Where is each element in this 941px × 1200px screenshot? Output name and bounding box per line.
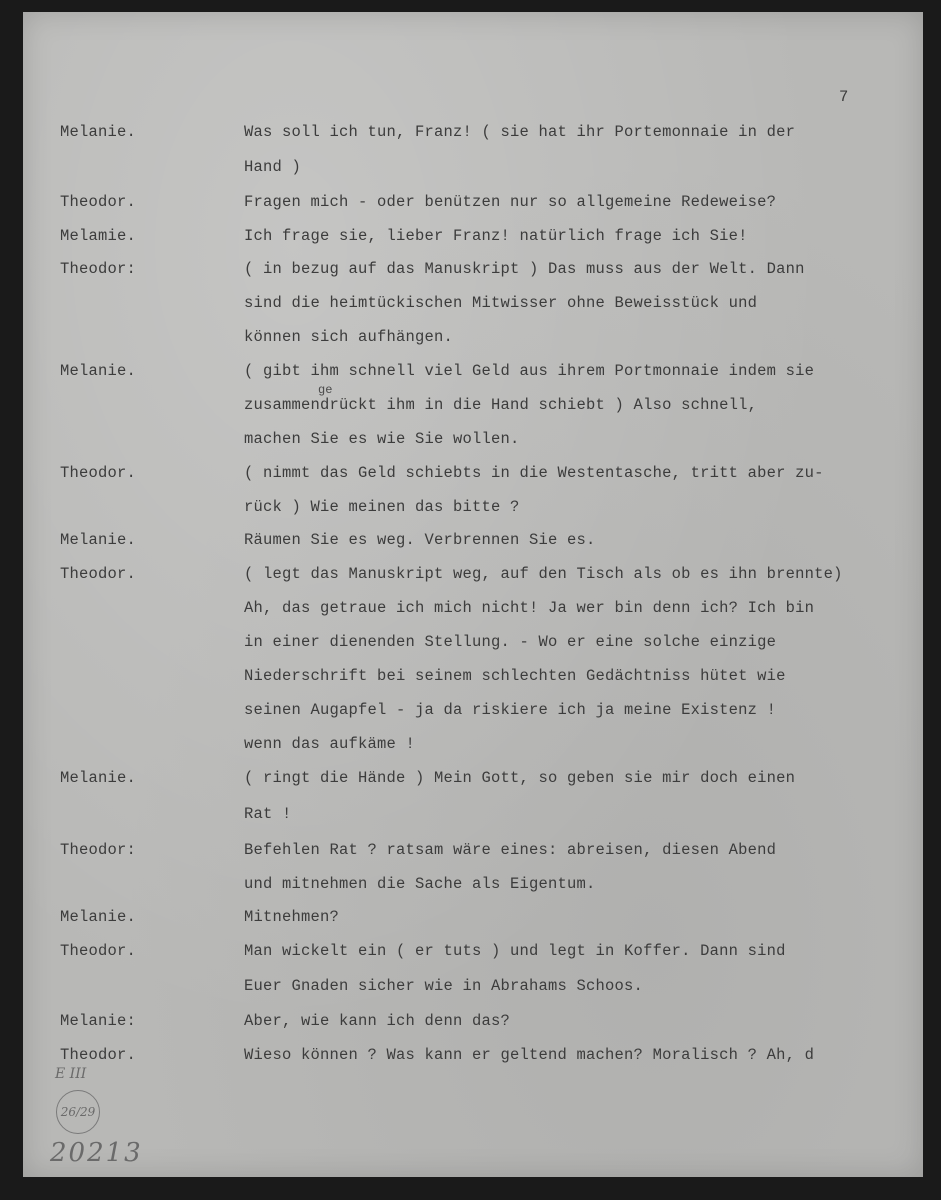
dialogue-line: Ah, das getraue ich mich nicht! Ja wer bin denn ich? Ich bin	[244, 599, 815, 617]
speaker-label: Theodor.	[60, 942, 137, 960]
archive-seal: 26/29	[56, 1090, 100, 1134]
dialogue-line: Ich frage sie, lieber Franz! natürlich frage ich Sie!	[244, 227, 748, 245]
dialogue-line: Aber, wie kann ich denn das?	[244, 1012, 511, 1030]
speaker-label: Melanie.	[60, 769, 137, 787]
speaker-label: Theodor.	[60, 464, 137, 482]
dialogue-line: seinen Augapfel - ja da riskiere ich ja meine Existenz !	[244, 701, 777, 719]
dialogue-line: Hand )	[244, 158, 302, 176]
speaker-label: Theodor.	[60, 1046, 137, 1064]
dialogue-line: ( ringt die Hände ) Mein Gott, so geben sie mir doch einen	[244, 769, 796, 787]
speaker-label: Theodor:	[60, 841, 137, 859]
speaker-label: Melanie.	[60, 531, 137, 549]
dialogue-line: ( legt das Manuskript weg, auf den Tisch als ob es ihn brennte)	[244, 565, 843, 583]
dialogue-line: rück ) Wie meinen das bitte ?	[244, 498, 520, 516]
page-number: 7	[839, 88, 849, 106]
dialogue-line: in einer dienenden Stellung. - Wo er eine solche einzige	[244, 633, 777, 651]
dialogue-line: ( gibt ihm schnell viel Geld aus ihrem Portmonnaie indem sie	[244, 362, 815, 380]
dialogue-line: Niederschrift bei seinem schlechten Gedächtniss hütet wie	[244, 667, 786, 685]
speaker-label: Theodor.	[60, 193, 137, 211]
dialogue-line: Befehlen Rat ? ratsam wäre eines: abreisen, diesen Abend	[244, 841, 777, 859]
handwritten-insertion: ge	[318, 383, 333, 397]
dialogue-line: Man wickelt ein ( er tuts ) und legt in Koffer. Dann sind	[244, 942, 786, 960]
dialogue-line: machen Sie es wie Sie wollen.	[244, 430, 520, 448]
dialogue-line: Mitnehmen?	[244, 908, 340, 926]
speaker-label: Melanie.	[60, 123, 137, 141]
dialogue-line: und mitnehmen die Sache als Eigentum.	[244, 875, 596, 893]
dialogue-line: zusammendrückt ihm in die Hand schiebt ) Also schnell,	[244, 396, 758, 414]
speaker-label: Melanie.	[60, 908, 137, 926]
dialogue-line: Räumen Sie es weg. Verbrennen Sie es.	[244, 531, 596, 549]
dialogue-line: Was soll ich tun, Franz! ( sie hat ihr Portemonnaie in der	[244, 123, 796, 141]
speaker-label: Theodor:	[60, 260, 137, 278]
dialogue-line: wenn das aufkäme !	[244, 735, 416, 753]
dialogue-line: Fragen mich - oder benützen nur so allgemeine Redeweise?	[244, 193, 777, 211]
document-page	[23, 12, 923, 1177]
archive-number: 20213	[50, 1138, 143, 1168]
speaker-label: Melanie.	[60, 362, 137, 380]
dialogue-line: können sich aufhängen.	[244, 328, 454, 346]
speaker-label: Melamie.	[60, 227, 137, 245]
archive-mark: E III	[55, 1066, 87, 1082]
dialogue-line: ( in bezug auf das Manuskript ) Das muss aus der Welt. Dann	[244, 260, 805, 278]
speaker-label: Melanie:	[60, 1012, 137, 1030]
dialogue-line: Wieso können ? Was kann er geltend machen? Moralisch ? Ah, d	[244, 1046, 815, 1064]
dialogue-line: ( nimmt das Geld schiebts in die Westentasche, tritt aber zu-	[244, 464, 824, 482]
dialogue-line: sind die heimtückischen Mitwisser ohne Beweisstück und	[244, 294, 758, 312]
dialogue-line: Rat !	[244, 805, 292, 823]
speaker-label: Theodor.	[60, 565, 137, 583]
dialogue-line: Euer Gnaden sicher wie in Abrahams Schoos.	[244, 977, 644, 995]
